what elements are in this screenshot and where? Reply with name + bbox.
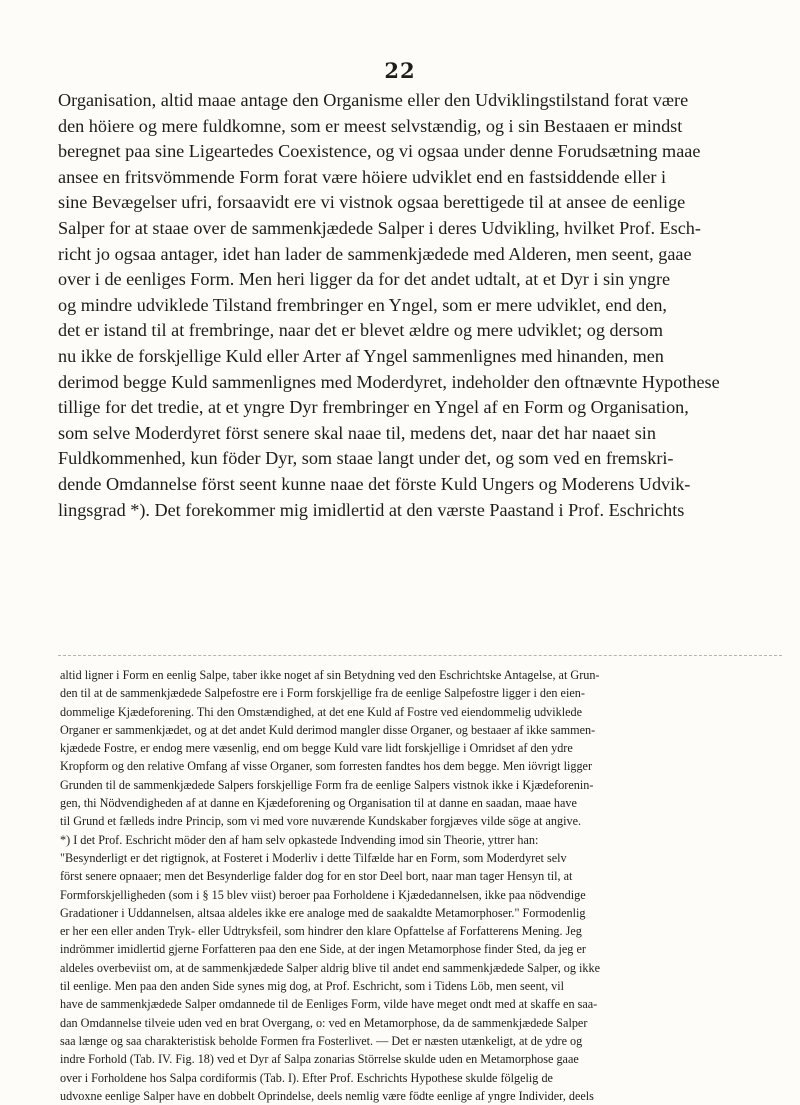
footnote-line: er her een eller anden Tryk- eller Udtryksfeil, som hindrer den klare Opfattelse af Forfatterens Mening. Jeg	[60, 924, 582, 939]
footnote-line: Organer er sammenkjædet, og at det andet Kuld derimod mangler disse Organer, og bestaaer af ikke sammen-	[60, 722, 596, 737]
footnote-line: dan Omdannelse tilveie uden ved en brat Overgang, o: ved en Metamorphose, da de sammenkjædede Salper	[60, 1015, 588, 1030]
footnote-line: Kropform og den relative Omfang af visse Organer, som forresten fandtes hos dem begge. Men iövrigt ligger	[60, 759, 593, 774]
main-text-line: beregnet paa sine Ligeartedes Coexistence, og vi ogsaa under denne Forudsætning maae	[58, 141, 701, 162]
footnote-line: til eenlige. Men paa den anden Side synes mig dog, at Prof. Eschricht, som i Tidens Löb, men seent, vil	[60, 979, 565, 994]
main-text-line: nu ikke de forskjellige Kuld eller Arter af Yngel sammenlignes med hinanden, men	[58, 345, 664, 366]
main-text-line: sine Bevægelser ufri, forsaavidt ere vi vistnok ogsaa berettigede til at ansee de eenlige	[58, 192, 686, 213]
main-text-line: derimod begge Kuld sammenlignes med Moderdyret, indeholder den oftnævnte Hypothese	[58, 371, 720, 392]
main-text-line: Fuldkommenhed, kun föder Dyr, som staae langt under det, og som ved en fremskri-	[58, 448, 674, 469]
footnote-line: over i Forholdene hos Salpa cordiformis (Tab. I). Efter Prof. Eschrichts Hypothese skulde fölgelig de	[60, 1070, 553, 1085]
main-text-line: som selve Moderdyret först senere skal naae til, medens det, naar det har naaet sin	[58, 422, 656, 443]
main-text-line: det er istand til at frembringe, naar det er blevet ældre og mere udviklet; og dersom	[58, 320, 664, 341]
footnote-line: gen, thi Nödvendigheden af at danne en Kjædeforening og Organisation til at danne en saadan, maae have	[60, 796, 577, 811]
main-text-line: richt jo ogsaa antager, idet han lader de sammenkjædede med Alderen, men seent, gaae	[58, 243, 692, 264]
main-text-line: over i de eenliges Form. Men heri ligger da for det andet udtalt, at et Dyr i sin yngre	[58, 269, 671, 290]
main-text-line: den höiere og mere fuldkomne, som er meest selvstændig, og i sin Bestaaen er mindst	[58, 115, 683, 136]
footnote-divider	[58, 655, 782, 656]
footnote-line: altid ligner i Form en eenlig Salpe, taber ikke noget af sin Betydning ved den Eschrichtske Antagelse, at Grun-	[60, 668, 600, 682]
main-text	[58, 88, 782, 523]
main-text-line: Organisation, altid maae antage den Organisme eller den Udviklingstilstand forat være	[58, 90, 689, 110]
footnote-line: have de sammenkjædede Salper omdannede til de Eenliges Form, vilde have meget ondt med at skaffe en saa-	[60, 997, 598, 1012]
page-number: 22	[384, 58, 416, 83]
main-text-line: og mindre udviklede Tilstand frembringer en Yngel, som er mere udviklet, end den,	[58, 294, 667, 315]
footnote-line: udvoxne eenlige Salper have en dobbelt Oprindelse, deels nemlig være födte eenlige af yngre Individer, deels	[60, 1088, 594, 1103]
main-text-line: lingsgrad *). Det forekommer mig imidlertid at den værste Paastand i Prof. Eschrichts	[58, 499, 685, 520]
footnote-line: til Grund et fælleds indre Princip, som vi med vore nuværende Kundskaber forgjæves vilde söge at angive.	[60, 814, 582, 829]
footnote-line: först senere opnaaer; men det Besynderlige falder dog for en stor Deel bort, naar man tager Hensyn til, at	[60, 869, 573, 884]
footnote-line: *) I det Prof. Eschricht möder den af ham selv opkastede Indvending imod sin Theorie, yttrer han:	[60, 832, 539, 847]
footnote-line: Grunden til de sammenkjædede Salpers forskjellige Form fra de eenlige Salpers vistnok ikke i Kjædeforenin-	[60, 777, 594, 792]
main-text-line: ansee en fritsvömmende Form forat være höiere udviklet end en fastsiddende eller i	[58, 166, 667, 187]
footnote-line: kjædede Fostre, er endog mere væsenlig, end om begge Kuld vare lidt forskjellige i Omridset af den ydre	[60, 741, 573, 756]
main-text-line: tillige for det tredie, at et yngre Dyr frembringer en Yngel af en Form og Organisation,	[58, 397, 689, 418]
footnote-line: saa længe og saa charakteristisk beholde Formen fra Fosterlivet. — Det er næsten utænkeligt, at de ydre og	[60, 1033, 583, 1048]
footnote-line: Formforskjelligheden (som i § 15 blev viist) beroer paa Forholdene i Kjædedannelsen, ikke paa nödvendige	[60, 887, 586, 902]
main-text-line: Salper for at staae over de sammenkjædede Salper i deres Udvikling, hvilket Prof. Esch-	[58, 217, 701, 238]
footnote-line: "Besynderligt er det rigtignok, at Fosteret i Moderliv i dette Tilfælde har en Form, som Moderdyret selv	[60, 850, 567, 865]
footnote-line: dommelige Kjædeforening. Thi den Omstændighed, at det ene Kuld af Fostre ved eiendommelig udviklede	[60, 704, 583, 719]
footnote-line: aldeles overbeviist om, at de sammenkjædede Salper aldrig blive til andet end sammenkjædede Salper, og ikke	[60, 960, 601, 975]
footnote-line: den til at de sammenkjædede Salpefostre ere i Form forskjellige fra de eenlige Salpefostre ligger i den eien-	[60, 686, 585, 701]
footnote-line: Gradationer i Uddannelsen, altsaa aldeles ikke ere analoge med de saakaldte Metamorphoser." Formodenlig	[60, 905, 586, 920]
footnote-line: indre Forhold (Tab. IV. Fig. 18) ved et Dyr af Salpa zonarias Störrelse skulde uden en Metamorphose gaae	[60, 1052, 579, 1067]
main-text-line: dende Omdannelse först seent kunne naae det förste Kuld Ungers og Moderens Udvik-	[58, 473, 691, 494]
footnotes	[60, 666, 782, 1105]
footnote-line: indrömmer imidlertid gjerne Forfatteren paa den ene Side, at der ingen Metamorphose finder Sted, da jeg er	[60, 942, 586, 957]
